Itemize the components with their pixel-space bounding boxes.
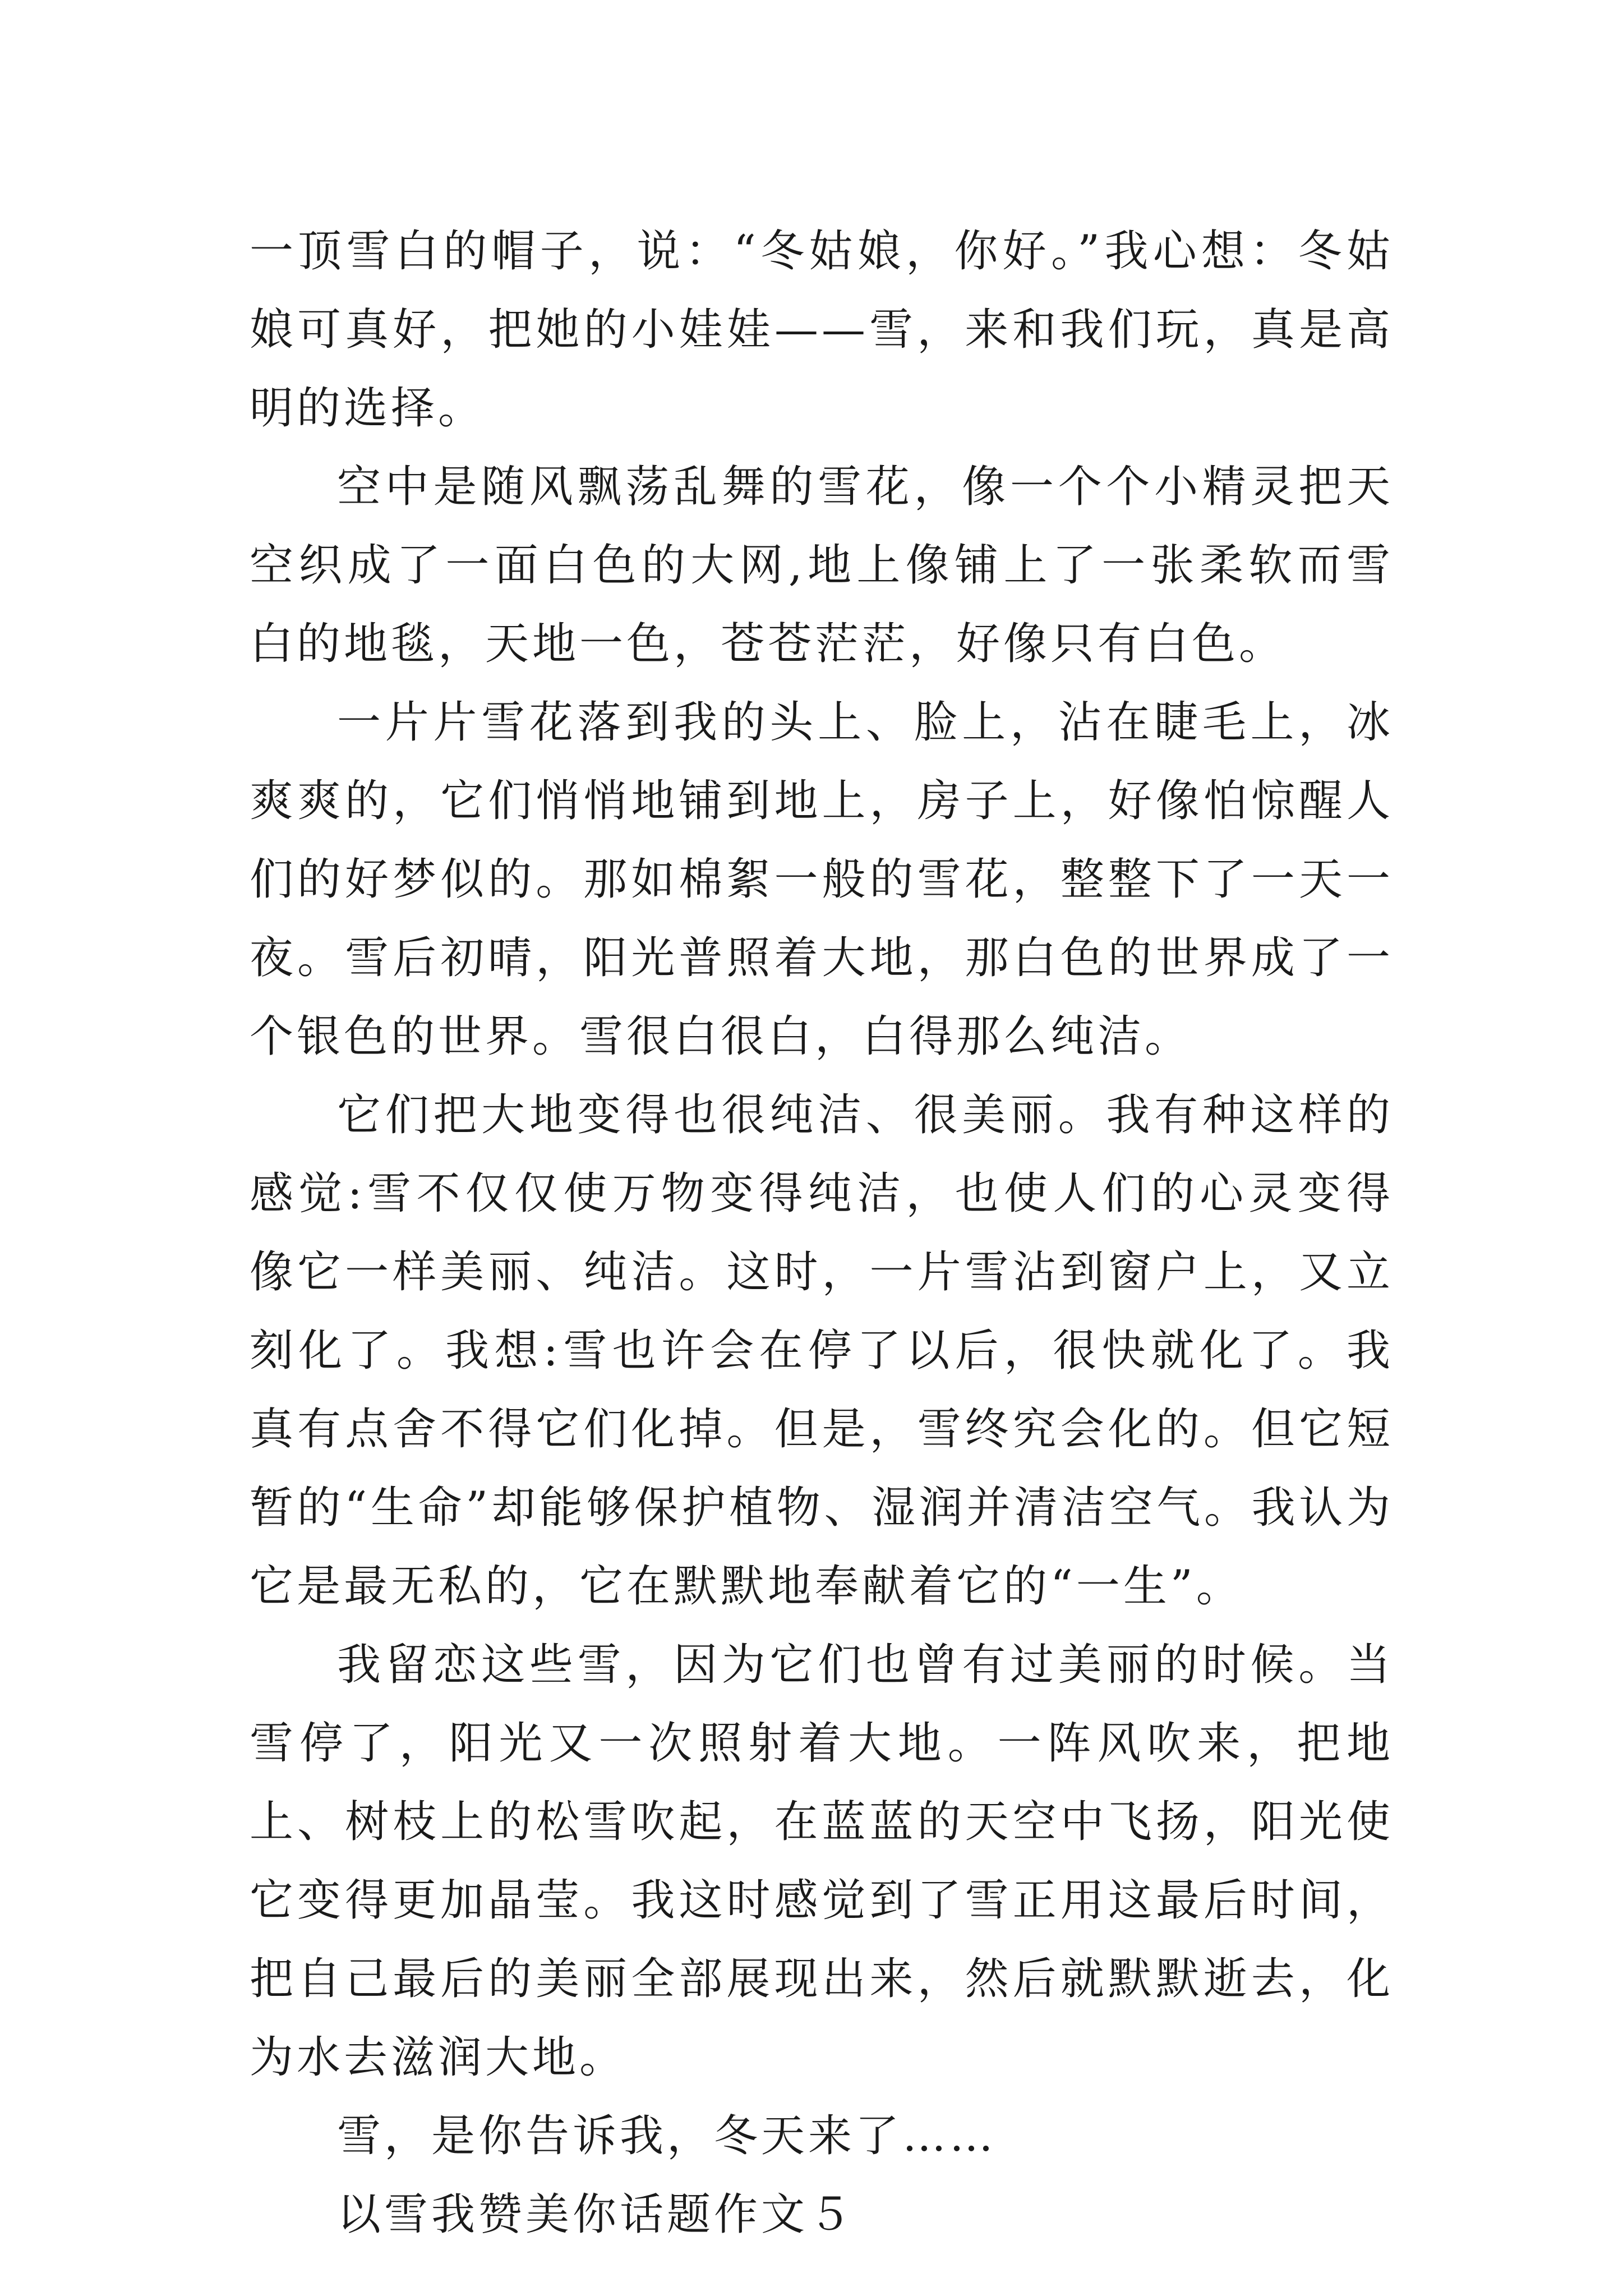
essay-title-5: 以雪我赞美你话题作文５ <box>337 2189 856 2240</box>
paragraph-snow-purity: 它们把大地变得也很纯洁、很美丽。我有种这样的感觉:雪不仅仅使万物变得纯洁，也使人们的心灵变得像它一样美丽、纯洁。这时，一片雪沾到窗户上，又立刻化了。我想:雪也许会在停了以后，很快就化了。我真有点舍不得它们化掉。但是，雪终究会化的。但它短暂的“生命”却能够保护植物、湿润并清洁空气。我认为它是最无私的，它在默默地奉献着它的“一生”。 <box>250 1090 1394 1612</box>
document-body <box>250 212 1394 2254</box>
paragraph-continuation: 一顶雪白的帽子，说：“冬姑娘，你好。”我心想：冬姑娘可真好，把她的小娃娃——雪，来和我们玩，真是高明的选择。 <box>250 226 1394 434</box>
paragraph-snow-falling: 一片片雪花落到我的头上、脸上，沾在睫毛上，冰爽爽的，它们悄悄地铺到地上，房子上，好像怕惊醒人们的好梦似的。那如棉絮一般的雪花，整整下了一天一夜。雪后初晴，阳光普照着大地，那白色的世界成了一个银色的世界。雪很白很白，白得那么纯洁。 <box>250 697 1394 1062</box>
paragraph-closing: 雪，是你告诉我，冬天来了…… <box>337 2111 997 2161</box>
paragraph-snow-farewell: 我留恋这些雪，因为它们也曾有过美丽的时候。当雪停了，阳光又一次照射着大地。一阵风吹来，把地上、树枝上的松雪吹起，在蓝蓝的天空中飞扬，阳光使它变得更加晶莹。我这时感觉到了雪正用这最后时间，把自己最后的美丽全部展现出来，然后就默默逝去，化为水去滋润大地。 <box>250 1640 1394 2083</box>
paragraph-sky-snowflakes: 空中是随风飘荡乱舞的雪花，像一个个小精灵把天空织成了一面白色的大网,地上像铺上了一张柔软而雪白的地毯，天地一色，苍苍茫茫，好像只有白色。 <box>250 462 1394 669</box>
